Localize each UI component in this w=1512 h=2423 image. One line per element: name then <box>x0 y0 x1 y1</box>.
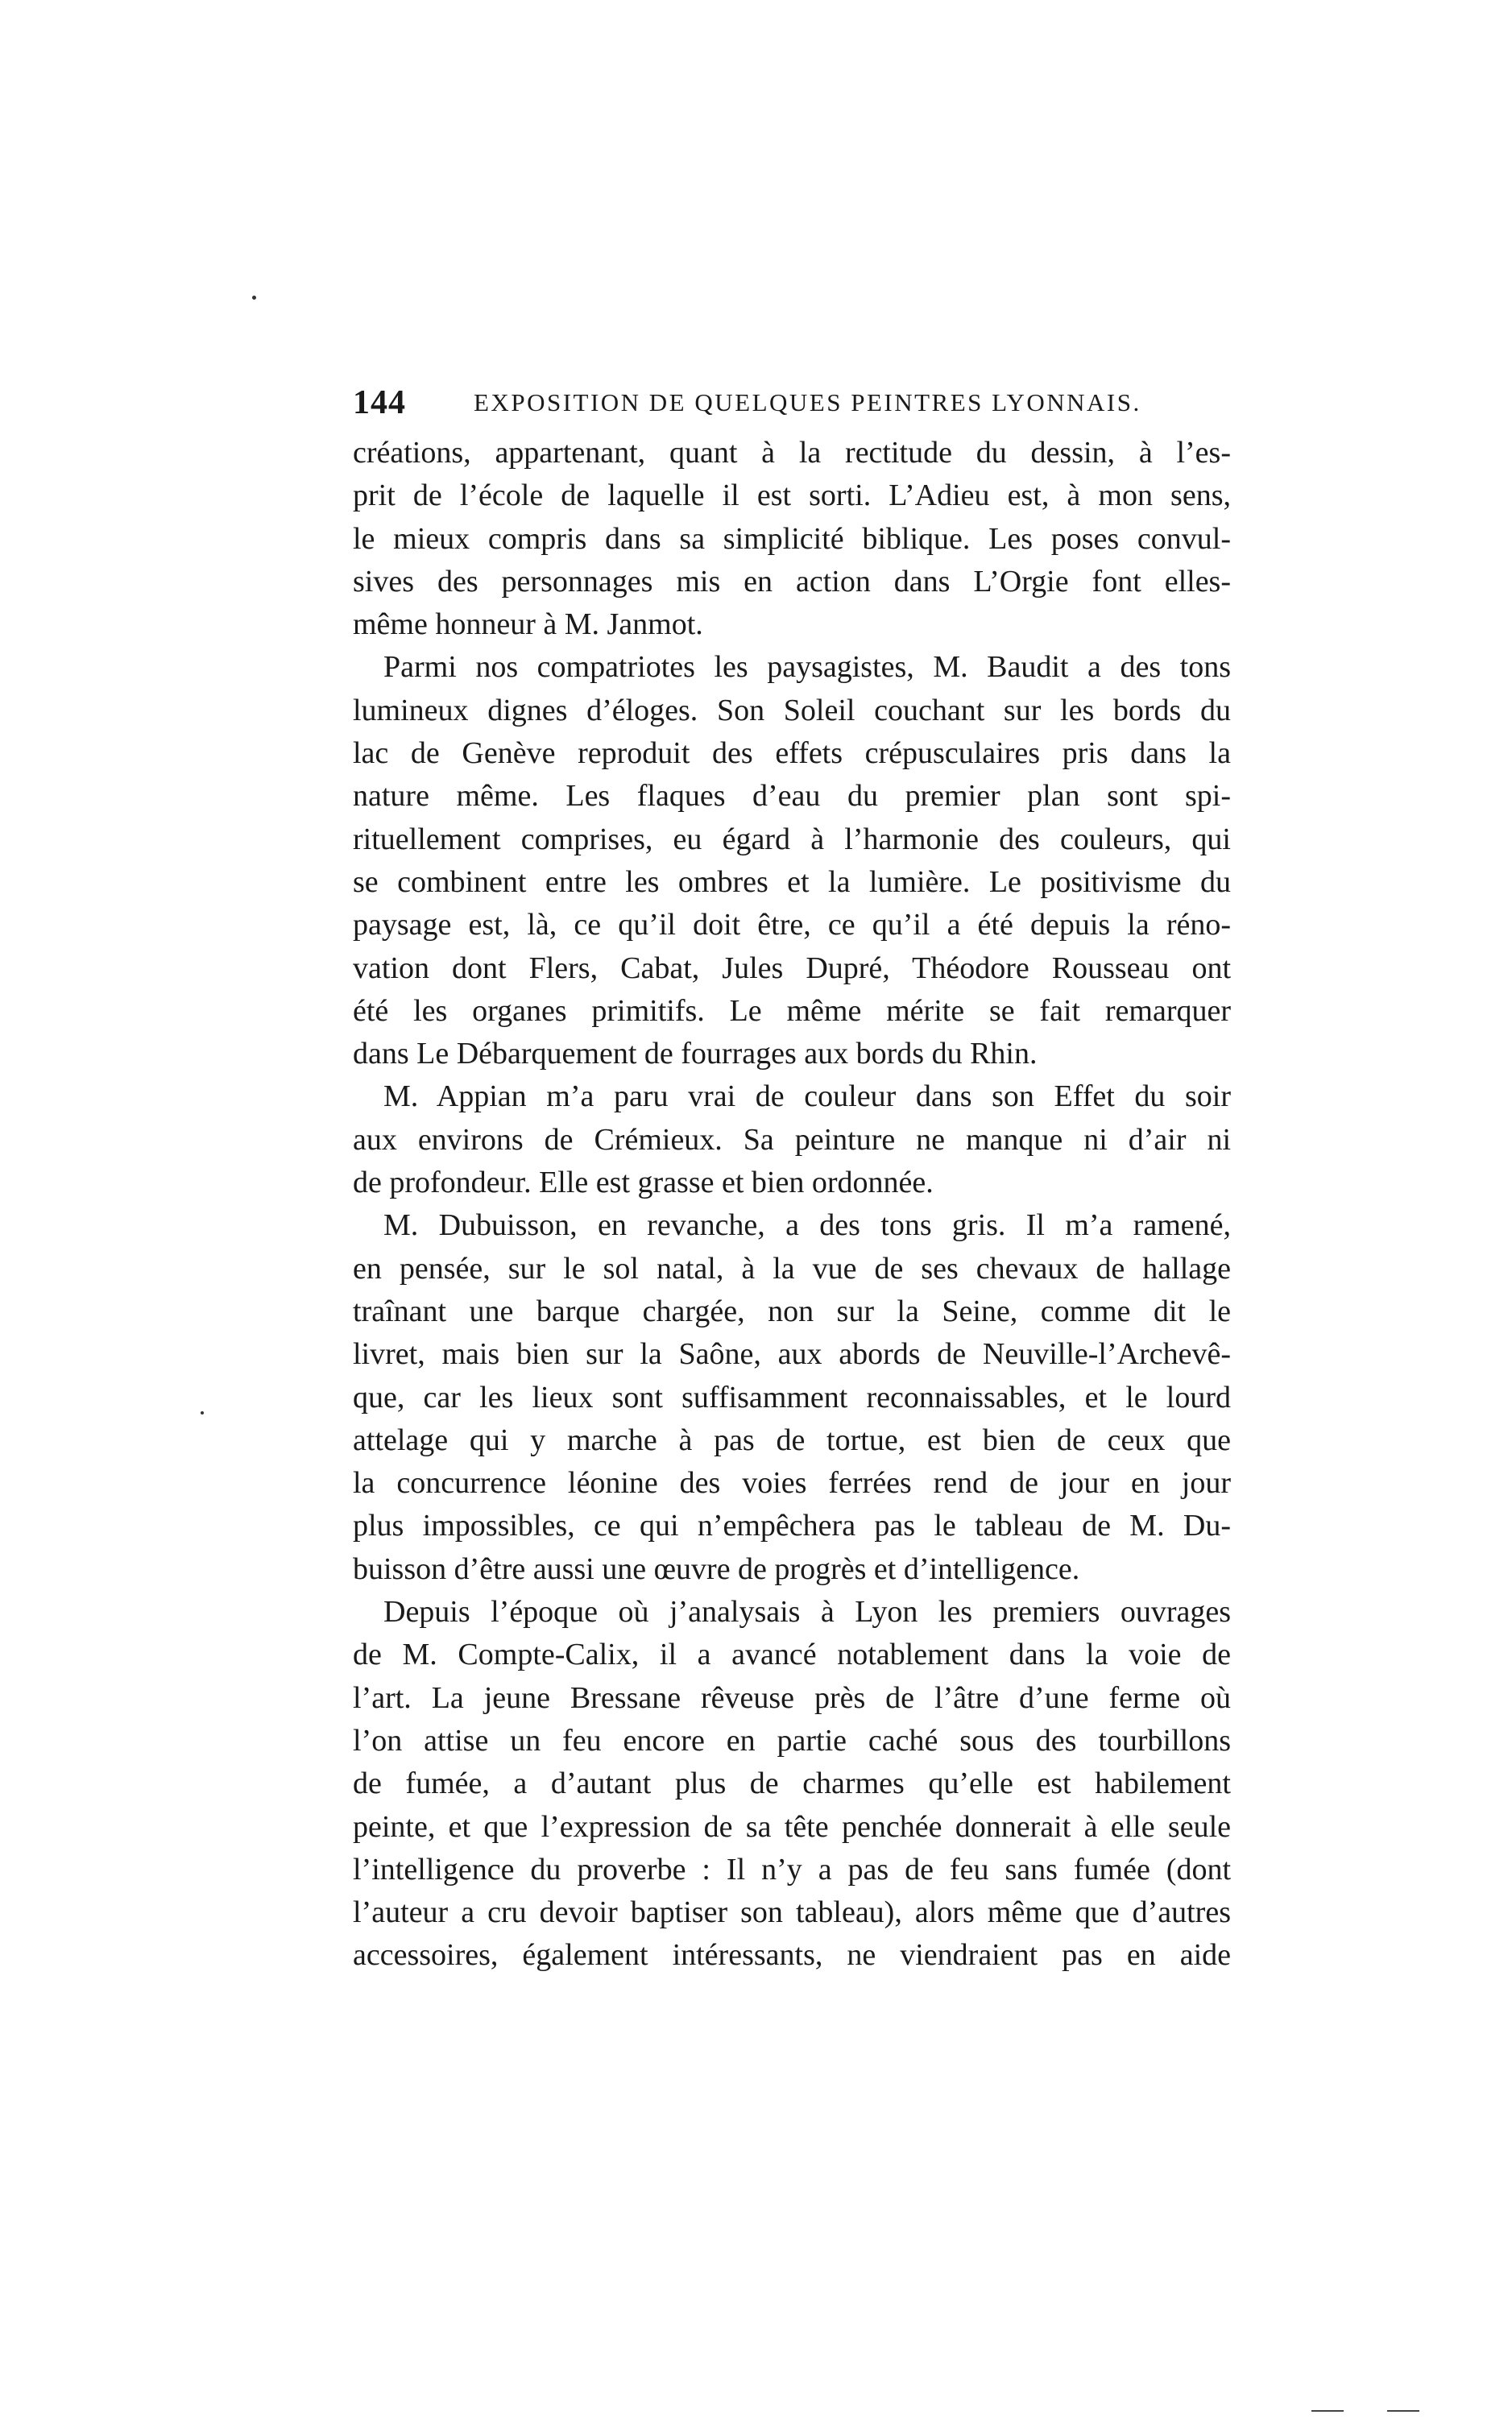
text-line: l’intelligence du proverbe : Il n’y a pas de feu sans fumée (dont <box>353 1852 1231 1887</box>
text-line: nature même. Les flaques d’eau du premier plan sont spi- <box>353 779 1231 814</box>
ink-speck <box>201 1411 204 1414</box>
text-line: traînant une barque chargée, non sur la Seine, comme dit le <box>353 1294 1231 1328</box>
text-line: vation dont Flers, Cabat, Jules Dupré, Théodore Rousseau ont <box>353 951 1231 985</box>
text-line: rituellement comprises, eu égard à l’harmonie des couleurs, qui <box>353 822 1231 856</box>
text-line: M. Appian m’a paru vrai de couleur dans son Effet du soir <box>383 1079 1231 1114</box>
text-line: lumineux dignes d’éloges. Son Soleil couchant sur les bords du <box>353 693 1231 727</box>
text-line: attelage qui y marche à pas de tortue, est bien de ceux que <box>353 1423 1231 1457</box>
text-line: se combinent entre les ombres et la lumière. Le positivisme du <box>353 864 1231 899</box>
text-line: prit de l’école de laquelle il est sorti. L’Adieu est, à mon sens, <box>353 478 1231 513</box>
text-line: de M. Compte-Calix, il a avancé notablement dans la voie de <box>353 1638 1231 1672</box>
ink-speck <box>252 296 256 300</box>
text-line: M. Dubuisson, en revanche, a des tons gris. Il m’a ramené, <box>383 1208 1231 1243</box>
text-line: l’auteur a cru devoir baptiser son tableau), alors même que d’autres <box>353 1895 1231 1930</box>
text-line: paysage est, là, ce qu’il doit être, ce qu’il a été depuis la réno- <box>353 908 1231 942</box>
text-line: Depuis l’époque où j’analysais à Lyon les premiers ouvrages <box>383 1595 1231 1630</box>
text-line: plus impossibles, ce qui n’empêchera pas le tableau de M. Du- <box>353 1509 1231 1543</box>
text-line: de fumée, a d’autant plus de charmes qu’elle est habilement <box>353 1767 1231 1801</box>
text-line: peinte, et que l’expression de sa tête penchée donnerait à elle seule <box>353 1809 1231 1844</box>
page-number: 144 <box>353 384 406 421</box>
text-line: en pensée, sur le sol natal, à la vue de ses chevaux de hallage <box>353 1251 1231 1286</box>
text-line: lac de Genève reproduit des effets crépusculaires pris dans la <box>353 736 1231 771</box>
text-line: l’on attise un feu encore en partie caché sous des tourbillons <box>353 1723 1231 1758</box>
text-line: même honneur à M. Janmot. <box>353 607 703 642</box>
text-line: aux environs de Crémieux. Sa peinture ne manque ni d’air ni <box>353 1122 1231 1157</box>
scan-edge-mark <box>1387 2410 1419 2412</box>
running-head <box>353 383 1231 424</box>
text-line: buisson d’être aussi une œuvre de progrès et d’intelligence. <box>353 1551 1080 1586</box>
text-line: livret, mais bien sur la Saône, aux abords de Neuville-l’Archevê- <box>353 1337 1231 1372</box>
scan-edge-mark <box>1311 2410 1344 2412</box>
text-line: sives des personnages mis en action dans L’Orgie font elles- <box>353 564 1231 599</box>
text-line: de profondeur. Elle est grasse et bien ordonnée. <box>353 1166 934 1200</box>
text-line: créations, appartenant, quant à la rectitude du dessin, à l’es- <box>353 436 1231 470</box>
running-title: EXPOSITION DE QUELQUES PEINTRES LYONNAIS. <box>474 388 1141 416</box>
text-line: le mieux compris dans sa simplicité biblique. Les poses convul- <box>353 521 1231 556</box>
body-text <box>353 432 1231 1978</box>
text-line: accessoires, également intéressants, ne viendraient pas en aide <box>353 1938 1231 1973</box>
text-line: dans Le Débarquement de fourrages aux bords du Rhin. <box>353 1037 1038 1071</box>
text-line: l’art. La jeune Bressane rêveuse près de l’âtre d’une ferme où <box>353 1680 1231 1715</box>
text-line: été les organes primitifs. Le même mérite se fait remarquer <box>353 993 1231 1028</box>
text-line: que, car les lieux sont suffisamment reconnaissables, et le lourd <box>353 1380 1231 1414</box>
text-line: Parmi nos compatriotes les paysagistes, M. Baudit a des tons <box>383 650 1231 685</box>
text-line: la concurrence léonine des voies ferrées rend de jour en jour <box>353 1466 1231 1501</box>
